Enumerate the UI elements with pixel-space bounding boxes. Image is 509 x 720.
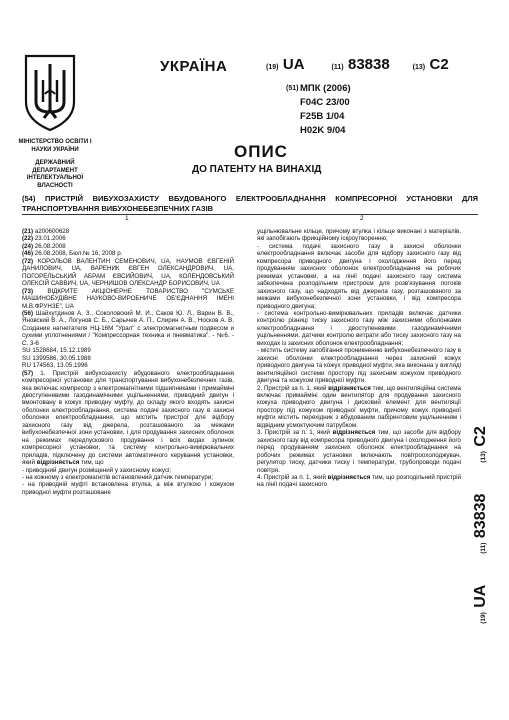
biblio-entry: SU 1528684, 15.12.1989 xyxy=(22,347,91,355)
ipc-class: F04C 23/00 xyxy=(300,97,350,108)
ipc-class: H02K 9/04 xyxy=(300,125,346,136)
coat-of-arms-icon xyxy=(22,50,78,134)
biblio-entry: (22) 23.01.2006 xyxy=(22,235,66,243)
claim-item: - на приводній муфті встановлена втулка, а між втулкою і кожухом приводної муфти розташоване xyxy=(22,481,234,496)
country-code: UA xyxy=(282,56,305,73)
kind-code-index: (13) xyxy=(412,64,426,71)
invention-title: (54) ПРИСТРІЙ ВИБУХОЗАХИСТУ ВБУДОВАНОГО ЕЛЕКТРООБЛАДНАННЯ КОМПРЕСОРНОЇ УСТАНОВКИ ДЛЯ ТРАНСПОРТУВАННЯ ВИБУХОНЕБЕЗПЕЧНИХ ГАЗІВ xyxy=(22,194,478,213)
column-number: 1 xyxy=(125,215,129,222)
claim-item: - приводний двигун розміщений у захисному кожусі; xyxy=(22,466,172,474)
claim-paragraph: - система контрольно-вимірювальних приладів включає датчики контролю різниці тиску захисного газу між захисними оболонками електрообладнання і двоступеневими газодинамічними ущільненнями, датчики контролю витрати або тиску захисного газу на виходах із захисних оболонок електрообладнання; xyxy=(257,309,461,347)
biblio-entry: (72) КОРОЛЬОВ ВАЛЕНТИН СЕМЕНОВИЧ, UA, НАУМОВ ЄВГЕНІЙ ДАНИЛОВИЧ, UA, ВАРЕНИК ЄВГЕН ОЛЕКСАНДРОВИЧ, UA, ПОГОРЕЛЬСЬКИЙ АБРАМ ЄВСИЙОВИЧ, UA, КОЛЕНДОВСЬКИЙ ОЛЕКСІЙ САВВИЧ, UA, ЧЕРНИШОВ ОЛЕКСАНДР БОРИСОВИЧ, UA xyxy=(22,257,234,288)
document-subtitle: ДО ПАТЕНТУ НА ВИНАХІД xyxy=(192,164,322,175)
biblio-entry: (73) ВІДКРИТЕ АКЦІОНЕРНЕ ТОВАРИСТВО "СУМСЬКЕ МАШИНОБУДІВНЕ НАУКОВО-ВИРОБНИЧЕ ОБ'ЄДНАННЯ ІМЕНІ М.В.ФРУНЗЕ", UA xyxy=(22,287,234,310)
country-code-index: (19) xyxy=(480,612,487,624)
kind-code: C2 xyxy=(472,426,489,447)
claim-1: (57) 1. Пристрій вибухозахисту вбудованого електрообладнання компресорної установки для транспортування вибухонебезпечних газів, яка включає компресор з електромагнітними підшипниками і примайміні двоступеневими газодинамічними ущільненнями, приводний двигун і вмонтовану в кожух приводну муфту, до складу якого входять захисні оболонки електрообладнання, система подачі захисного газу в захисні оболонки електрообладнання, що містить пристрої для відбору захисного газу від джерела, розташованого за межами вибухонебезпечної зони установки, і для продування захисних оболонок на режимах передпускового продування і всіх видах зупинок компресорної установки, та систему контрольно-вимірювальних приладів, підключену до системи автоматичного керування установки, який відрізняється тим, що xyxy=(22,369,234,467)
ministry-name: МІНІСТЕРСТВО ОСВІТИ І НАУКИ УКРАЇНИ xyxy=(18,139,92,153)
claim-paragraph: ущільнювальне кільце, причому втулка і кільце виконані з матеріалів, які запобігають фрикційному іскроутворенню; xyxy=(257,228,461,243)
patent-number: 83838 xyxy=(348,56,390,73)
biblio-entry: SU 1399586, 30.05.1988 xyxy=(22,354,91,362)
kind-code: C2 xyxy=(429,56,449,73)
ipc-label: МПК (2006) xyxy=(300,83,351,94)
kind-code-index: (13) xyxy=(480,451,487,463)
column-number: 2 xyxy=(360,215,364,222)
biblio-entry: (56) Шайхутдинов А. З., Соколовский М. И., Саков Ю. Л., Варин В. В., Яновский В. А., Логунов С. Б., Сарычев А. П., Слирин А. В., Носков А. В. Создание нагнетателя НЦ-16М "Урал" с электромагнитным подвесом и сухими уплотнениями / "Компрессорная техника и пневматика". - №6. - С. 3-6 xyxy=(22,309,234,347)
patent-number-index: (11) xyxy=(331,64,344,71)
claim-item: - на кожному з електромагнітів встановлений датчик температури; xyxy=(22,473,213,481)
patent-number: 83838 xyxy=(472,493,489,539)
ipc-block xyxy=(286,82,351,138)
right-column xyxy=(257,228,461,489)
claim-paragraph: 2. Пристрій за п. 1, який відрізняється тим, що вентиляційна система включає примайміні один вентилятор для продування захисного кожуха приводного двигуна і дисковий елемент для вентиляції простору під кожухом приводної муфти, причому кожух приводної муфти містить перехідник з вбудованим лабіринтовим ущільненням і відвідним усмоктуючим патрубком. xyxy=(257,384,461,429)
claim-paragraph: - містить систему запобігання проникненню вибухонебезпечного газу в захисні оболонки електрообладнання через захисний кожух приводного двигуна та кожух приводної муфти, яка виконана у вигляді вентиляційної системи простору під захисним кожухом приводного двигуна та кожухом приводної муфти. xyxy=(257,347,461,385)
country-code: UA xyxy=(472,584,489,608)
ipc-class: F25B 1/04 xyxy=(300,111,345,122)
vertical-patent-code xyxy=(466,405,496,645)
divider xyxy=(22,214,478,215)
country-name: УКРАЇНА xyxy=(160,58,228,75)
claim-paragraph: 4. Пристрій за п. 1, який відрізняється тим, що розподільний пристрій на лінії подачі захисного xyxy=(257,473,461,489)
claim-paragraph: 3. Пристрій за п. 1, який відрізняється тим, що засоби для відбору захисного газу від компресора приводного двигуна і охолодження його перед продуванням захисних оболонок електрообладнання на робочих режимах установки включають повітроохолоджувач, регулятор тиску, датчики тиску і температури, трубопроводи подачі повітря. xyxy=(257,429,461,474)
biblio-entry: (21) a200600628 xyxy=(22,228,70,235)
patent-code-line xyxy=(266,56,449,74)
country-code-index: (19) xyxy=(266,64,279,71)
patent-number-index: (11) xyxy=(480,542,487,554)
document-title: ОПИС xyxy=(234,142,288,161)
ipc-index: (51) xyxy=(286,85,299,92)
biblio-entry: RU 174563, 13.05.1996 xyxy=(22,362,88,370)
biblio-entry: (24) 26.08.2008 xyxy=(22,242,66,250)
left-column xyxy=(22,228,234,496)
biblio-entry: (46) 26.08.2008, Бюл.№ 16, 2008 р. xyxy=(22,250,123,258)
department-name: ДЕРЖАВНИЙ ДЕПАРТАМЕНТ ІНТЕЛЕКТУАЛЬНОЇ ВЛАСНОСТІ xyxy=(26,160,84,189)
claim-paragraph: - система подачі захисного газу в захисні оболонки електрообладнання включає засоби для відбору захисного газу від компресора приводного двигуна і охолодження його перед продуванням захисних оболонок електрообладнання на робочих режимах установки, а на лінії подачі захисного газу система забезпечена розподільним пристроєм для розв'язування потоків захисного газу, що надходять від джерела газу, розташованого за межами вибухонебезпечної зони установки, і від компресора приводного двигуна; xyxy=(257,242,461,310)
